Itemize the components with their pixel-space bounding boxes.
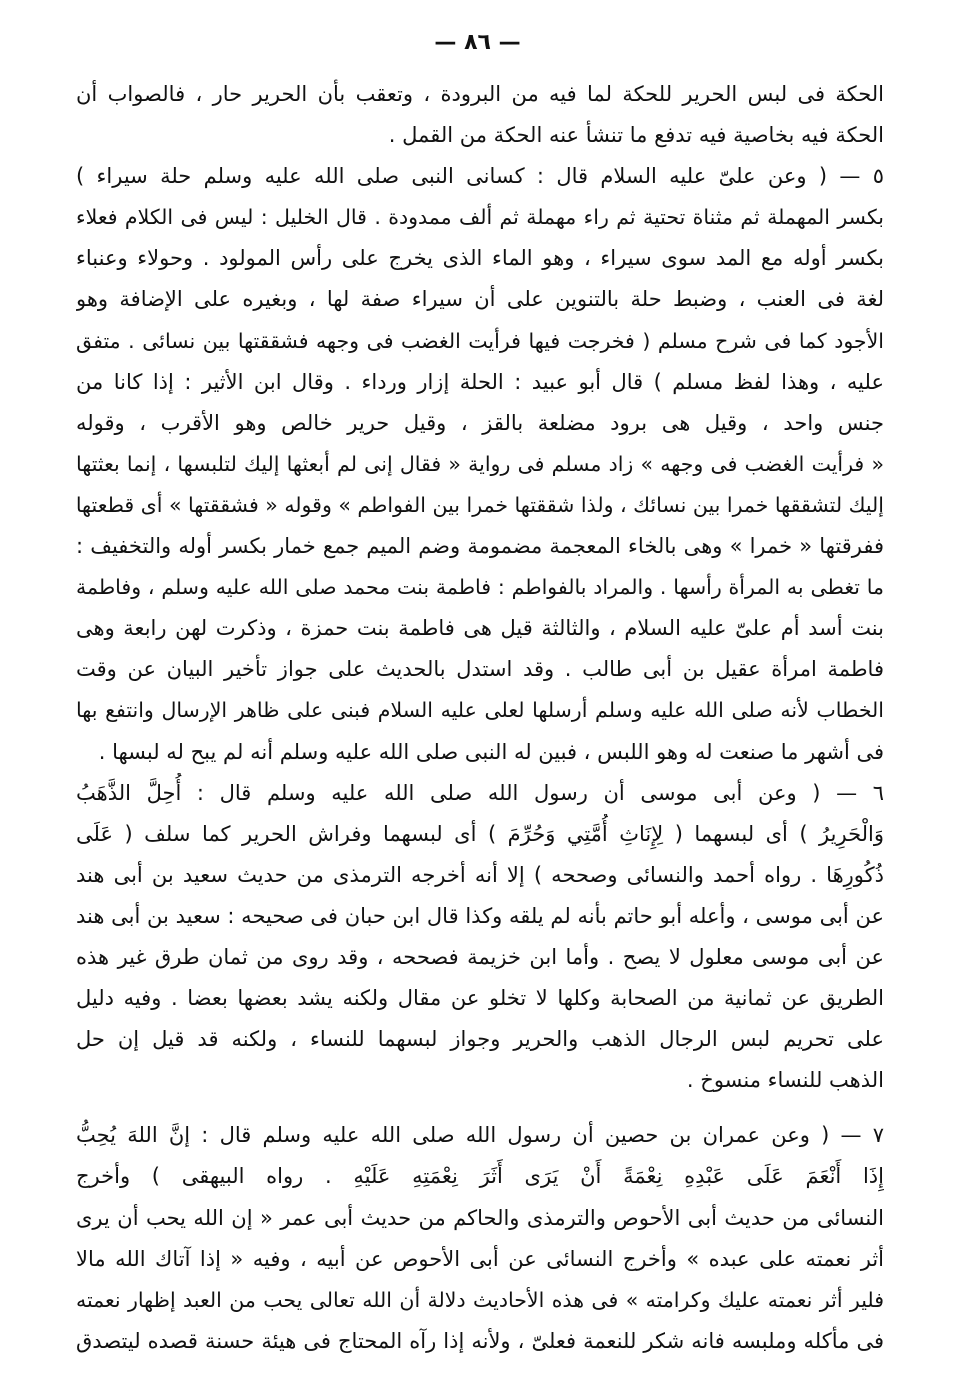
text-line: لغة فى العنب ، وضبط حلة بالتنوين على أن سيراء صفة لها ، وبغيره على الإضافة وهو xyxy=(76,287,884,312)
text-line: جنس واحد ، وقيل هى برود مضلعة بالقز ، وقيل حرير خالص وهو الأقرب ، وقوله xyxy=(76,410,884,435)
text-line: بنت أسد أم علىّ عليه السلام ، والثالثة قيل هى فاطمة بنت حمزة ، وذكرت لهن رابعة وهى xyxy=(76,616,884,641)
text-line: إِذَا أَنْعَمَ عَلَى عَبْدِهِ نِعْمَةً أَنْ يَرَى أَثَرَ نِعْمَتِهِ عَلَيْهِ . رواه البيهقى ) وأخرج xyxy=(76,1164,884,1189)
text-line: ففرقتها « خمرا » وهى بالخاء المعجمة مضمومة وضم الميم جمع خمار بكسر أوله والتخفيف : xyxy=(76,534,884,559)
text-line: ٥ — ( وعن علىّ عليه السلام قال : كسانى النبى صلى الله عليه وسلم حلة سيراء ) xyxy=(76,164,884,189)
text-line: إليك لتشققها خمرا بين نسائك ، ولذا شققتها خمرا بين الفواطم » وقوله « فشققتها » أى قطعتها xyxy=(76,492,884,517)
text-line: عن أبى موسى معلول لا يصح . وأما ابن خزيمة فصححه ، وقد روى من ثمان طرق غير هذه xyxy=(76,944,884,969)
page-number: — ٨٦ — xyxy=(434,30,521,55)
text-line: ما تغطى به المرأة رأسها . والمراد بالفواطم : فاطمة بنت محمد صلى الله عليه وسلم ، وفاطمة xyxy=(76,575,884,600)
text-line: فاطمة امرأة عقيل بن أبى طالب . وقد استدل بالحديث على جواز تأخير البيان عن وقت xyxy=(76,657,884,682)
text-line: الأجود كما فى شرح مسلم ( فخرجت فيها فرأيت الغضب فى وجهه فشققتها بين نسائى . متفق xyxy=(76,328,884,353)
text-line: الحكة فيه بخاصية فيه تدفع ما تنشأ عنه الحكة من القمل . xyxy=(388,123,884,148)
text-line: الخطاب لأنه صلى الله عليه وسلم أرسلها لعلى عليه السلام فبنى على ظاهر الإرسال وانتفع بها xyxy=(76,698,884,723)
text-line: الذهب للنساء منسوخ . xyxy=(686,1068,884,1093)
text-line: الطريق عن ثمانية من الصحابة وكلها لا تخلو عن مقال ولكنه يشد بعضها بعضا . وفيه دليل xyxy=(76,986,884,1011)
text-line: « فرأيت الغضب فى وجهه » زاد مسلم فى رواية « فقال إنى لم أبعثها إليك لتلبسها ، إنما بعثتها xyxy=(76,451,884,476)
text-line: بكسر المهملة ثم مثناة تحتية ثم راء مهملة ثم ألف ممدودة . قال الخليل : ليس فى الكلام فعلاء xyxy=(76,205,884,230)
text-line: ٦ — ( وعن أبى موسى أن رسول الله صلى الله عليه وسلم قال : أُحِلَّ الذَّهَبُ xyxy=(76,780,884,805)
text-line: النسائى من حديث أبى الأحوص والترمذى والحاكم من حديث أبى عمر « إن الله يحب أن يرى xyxy=(76,1205,884,1230)
text-line: أثر نعمته على عبده » وأخرج النسائى عن أبى الأحوص عن أبيه ، وفيه « إذا آتاك الله مالا xyxy=(76,1246,884,1271)
text-line: على تحريم لبس الرجال الذهب والحرير وجواز لبسهما للنساء ، ولكنه قد قيل إن حل xyxy=(76,1027,884,1052)
text-line: عن أبى موسى ، وأعله أبو حاتم بأنه لم يلقه وكذا قال ابن حبان فى صحيحه : سعيد بن أبى هند xyxy=(76,903,884,928)
text-line: الحكة فى لبس الحرير للحكة لما فيه من البرودة ، وتعقب بأن الحرير حار ، فالصواب أن xyxy=(76,82,884,106)
text-line: عليه ، وهذا لفظ مسلم ) قال أبو عبيد : الحلة إزار ورداء . وقال ابن الأثير : إذا كانا من xyxy=(76,369,884,394)
text-line: وَالْحَرِيرُ ) أى لبسهما ( لِإِنَاثِ أُمَّتِي وَحُرِّمَ ) أى لبسهما وفراش الحرير كما سلف ( عَلَى xyxy=(76,821,884,846)
body-text xyxy=(76,74,884,1362)
text-line: فلير أثر نعمته عليك وكرامته » فى هذه الأحاديث دلالة أن الله تعالى يحب من العبد إظهار نعمته xyxy=(76,1287,884,1312)
text-line: فى مأكله وملبسه فانه شكر للنعمة فعلىّ ، ولأنه إذا رآه المحتاج فى هيئة حسنة قصده ليتصدق xyxy=(76,1328,884,1353)
text-line: فى أشهر ما صنعت له وهو اللبس ، فبين له النبى صلى الله عليه وسلم أنه لم يبح له لبسها . xyxy=(98,739,884,764)
text-line: ذُكُورِهَا . رواه أحمد والنسائى وصححه ) إلا أنه أخرجه الترمذى من حديث سعيد بن أبى هند xyxy=(76,862,884,887)
text-line: بكسر أوله مع المد سوى سيراء ، وهو الماء الذى يخرج على رأس المولود . وحولاء وعنباء xyxy=(76,246,884,271)
text-line: ٧ — ( وعن عمران بن حصين أن رسول الله صلى الله عليه وسلم قال : إنَّ اللهَ يُحِبُّ xyxy=(76,1123,884,1148)
